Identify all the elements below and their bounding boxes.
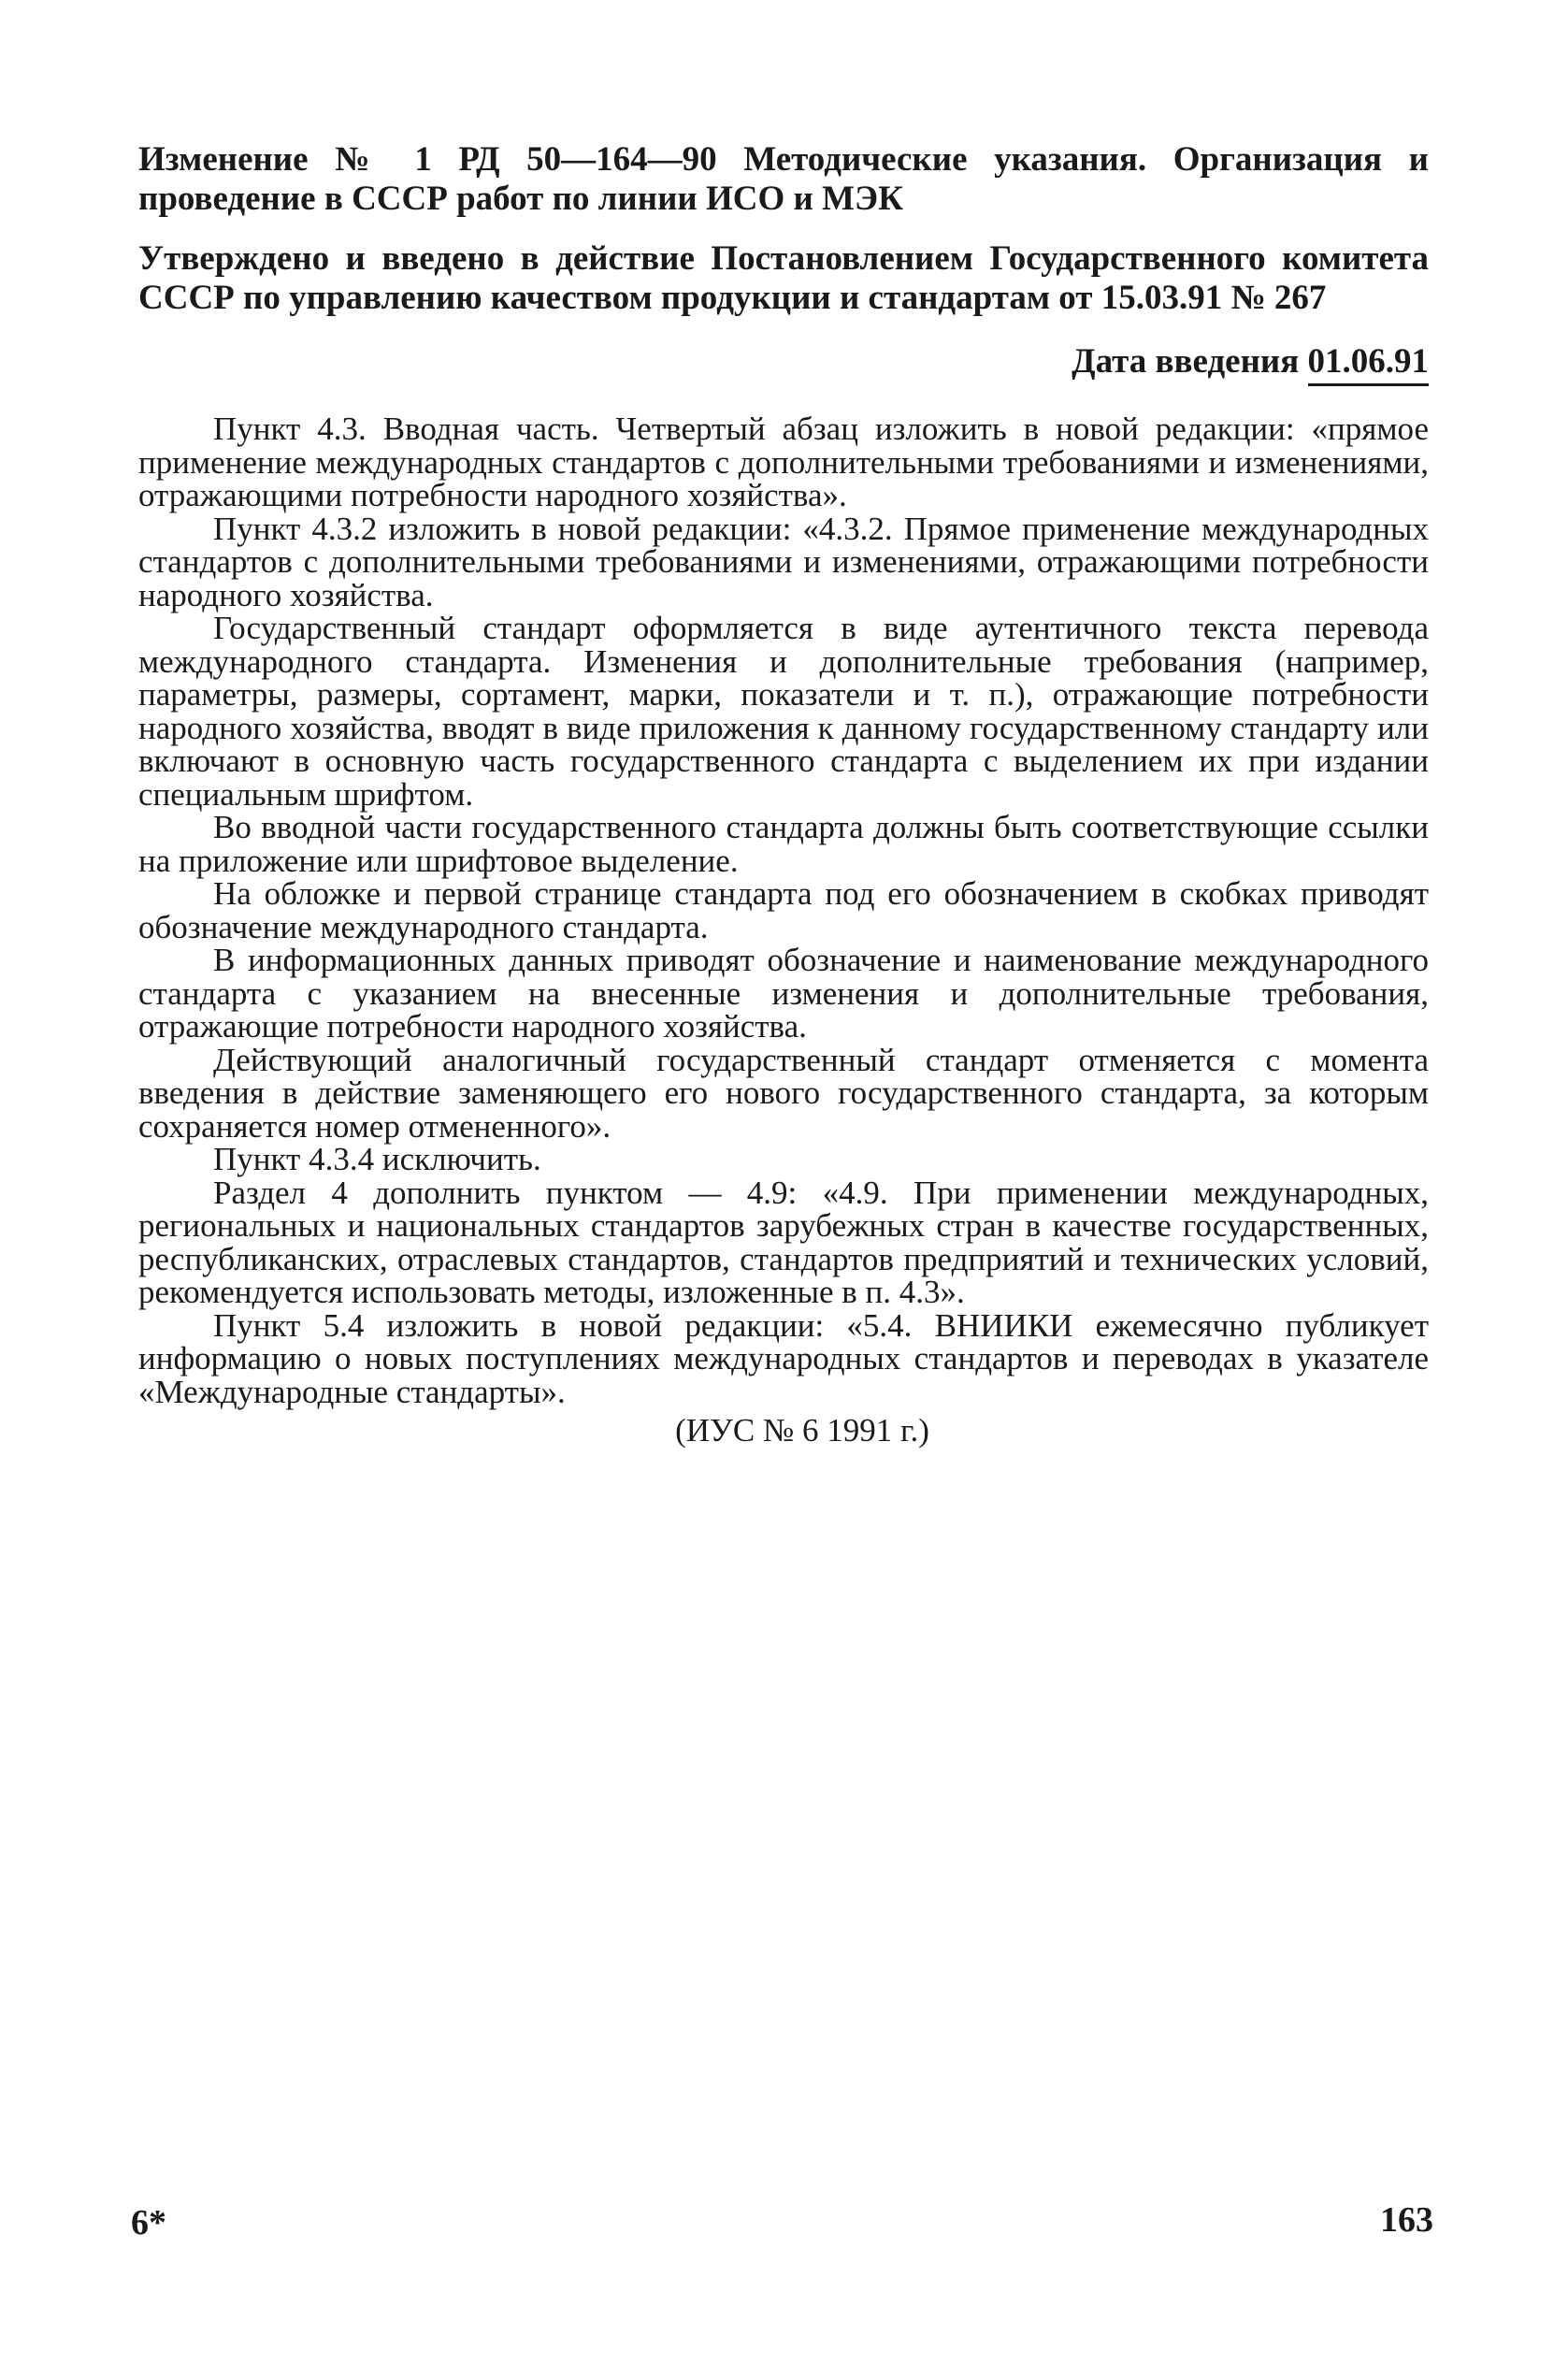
paragraph: Пункт 4.3.2 изложить в новой редакции: «4.3.2. Прямое применение международных стандартов с дополнительными требованиями и изменениями, отражающими потребности народного хозяйства. <box>138 510 1429 613</box>
source-note: (ИУС № 6 1991 г.) <box>675 1412 929 1449</box>
paragraph: В информационных данных приводят обозначение и наименование международного стандарта с указанием на внесенные изменения и дополнительные требования, отражающие потребности народного хозяйства. <box>138 942 1429 1045</box>
effective-date-value: 01.06.91 <box>1308 342 1430 386</box>
paragraph: Пункт 5.4 изложить в новой редакции: «5.4. ВНИИКИ ежемесячно публикует информацию о новых поступлениях международных стандартов и переводах в указателе «Международные стандарты». <box>138 1306 1429 1410</box>
document-title: Изменение № 1 РД 50—164—90 Методические указания. Организация и проведение в СССР работ по линии ИСО и МЭК <box>138 140 1429 218</box>
document-body <box>138 412 1429 1449</box>
page-number: 163 <box>1380 2200 1433 2240</box>
effective-date-label: Дата введения <box>1072 342 1300 381</box>
paragraph: На обложке и первой странице стандарта под его обозначением в скобках приводят обозначение международного стандарта. <box>138 875 1429 945</box>
paragraph: Действующий аналогичный государственный стандарт отменяется с момента введения в действие заменяющего его нового государственного стандарта, за которым сохраняется номер отмененного». <box>138 1041 1429 1145</box>
signature-mark: 6* <box>131 2203 166 2242</box>
paragraph: Раздел 4 дополнить пунктом — 4.9: «4.9. При применении международных, региональных и национальных стандартов зарубежных стран в качестве государственных, республиканских, отраслевых стандартов, стандартов предприятий и технических условий, рекомендуется использовать методы, изложенные в п. 4.3». <box>138 1174 1429 1310</box>
approval-statement: Утверждено и введено в действие Постановлением Государственного комитета СССР по управлению качеством продукции и стандартам от 15.03.91 № 267 <box>138 239 1429 317</box>
document-page <box>138 140 1429 1449</box>
paragraph: Во вводной части государственного стандарта должны быть соответствующие ссылки на приложение или шрифтовое выделение. <box>138 809 1429 879</box>
effective-date-line <box>138 342 1429 386</box>
paragraph: Государственный стандарт оформляется в виде аутентичного текста перевода международного стандарта. Изменения и дополнительные требования (например, параметры, размеры, сортамент, марки, показатели и т. п.), отражающие потребности народного хозяйства, вводят в виде приложения к данному государственному стандарту или включают в основную часть государственного стандарта с выделением их при издании специальным шрифтом. <box>138 610 1429 813</box>
paragraph: Пункт 4.3.4 исключить. <box>213 1141 541 1177</box>
paragraph: Пункт 4.3. Вводная часть. Четвертый абзац изложить в новой редакции: «прямое применение международных стандартов с дополнительными требованиями и изменениями, отражающими потребности народного хозяйства». <box>138 411 1429 513</box>
